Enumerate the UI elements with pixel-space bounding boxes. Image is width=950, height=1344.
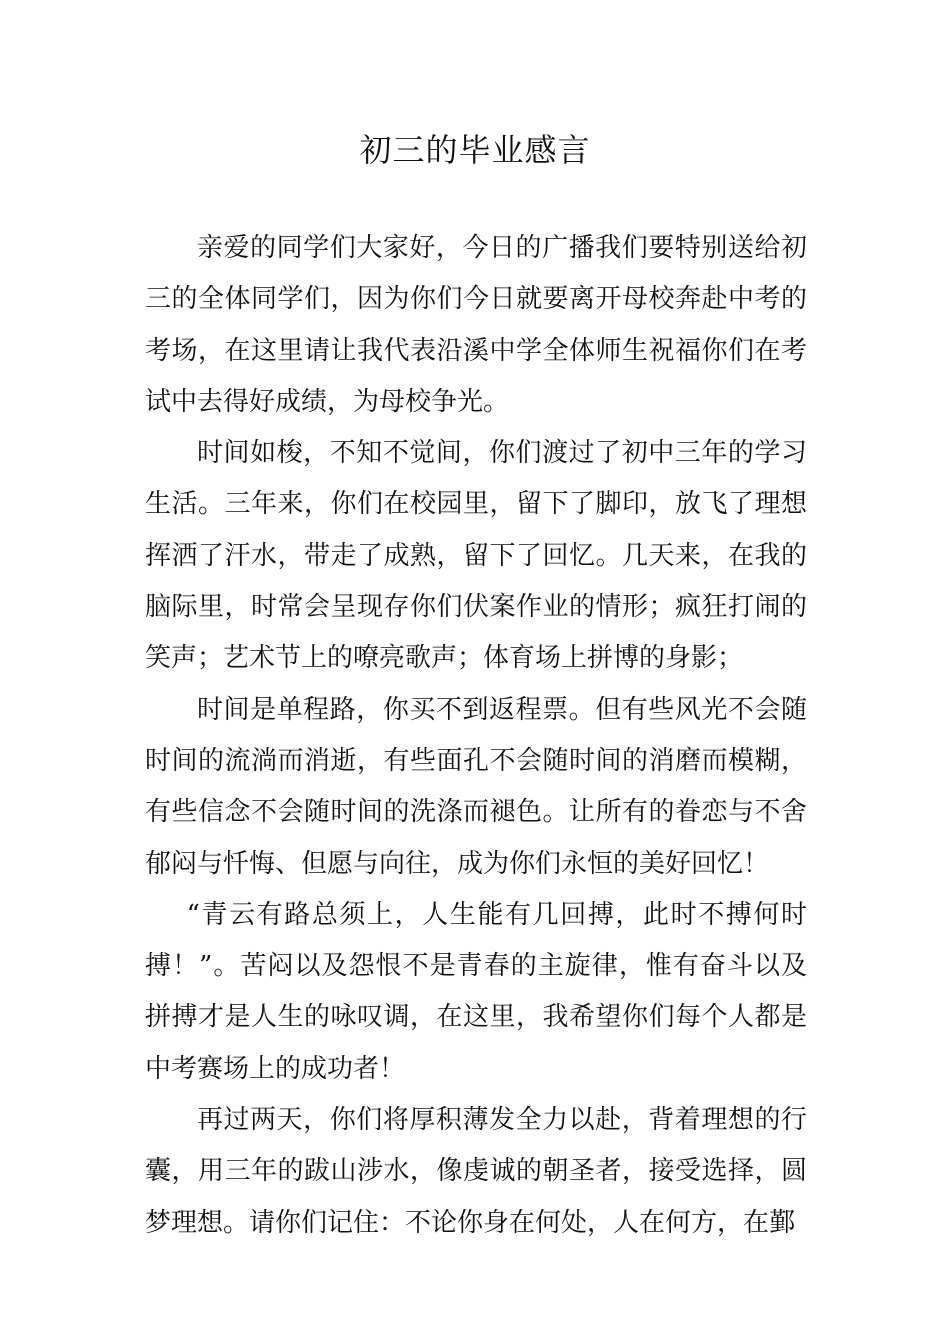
- paragraph-time: 时间是单程路，你买不到返程票。但有些风光不会随时间的流淌而消逝，有些面孔不会随时间的消磨而模糊，有些信念不会随时间的洗涤而褪色。让所有的眷恋与不舍郁闷与忏悔、但愿与向往，成为你们永恒的美好回忆！: [145, 694, 807, 879]
- paragraph-memories: 时间如梭，不知不觉间，你们渡过了初中三年的学习生活。三年来，你们在校园里，留下了脚印，放飞了理想挥洒了汗水，带走了成熟，留下了回忆。几天来，在我的脑际里，时常会呈现存你们伏案作业的情形；疯狂打闹的笑声；艺术节上的嘹亮歌声；体育场上拼博的身影；: [145, 438, 807, 674]
- paragraph-greeting: 亲爱的同学们大家好，今日的广播我们要特别送给初三的全体同学们，因为你们今日就要离开母校奔赴中考的考场，在这里请让我代表沿溪中学全体师生祝福你们在考试中去得好成绩，为母校争光。: [145, 233, 807, 417]
- paragraph-quote: “青云有路总须上，人生能有几回搏，此时不搏何时搏！”。苦闷以及怨恨不是青春的主旋律，惟有奋斗以及拼搏才是人生的咏叹调，在这里，我希望你们每个人都是中考赛场上的成功者！: [145, 899, 807, 1084]
- paragraph-future: 再过两天，你们将厚积薄发全力以赴，背着理想的行囊，用三年的跋山涉水，像虔诚的朝圣者，接受选择，圆梦理想。请你们记住：不论你身在何处，人在何方，在鄞: [145, 1105, 807, 1238]
- document-body: [145, 223, 807, 1249]
- document-title: 初三的毕业感言: [359, 131, 591, 169]
